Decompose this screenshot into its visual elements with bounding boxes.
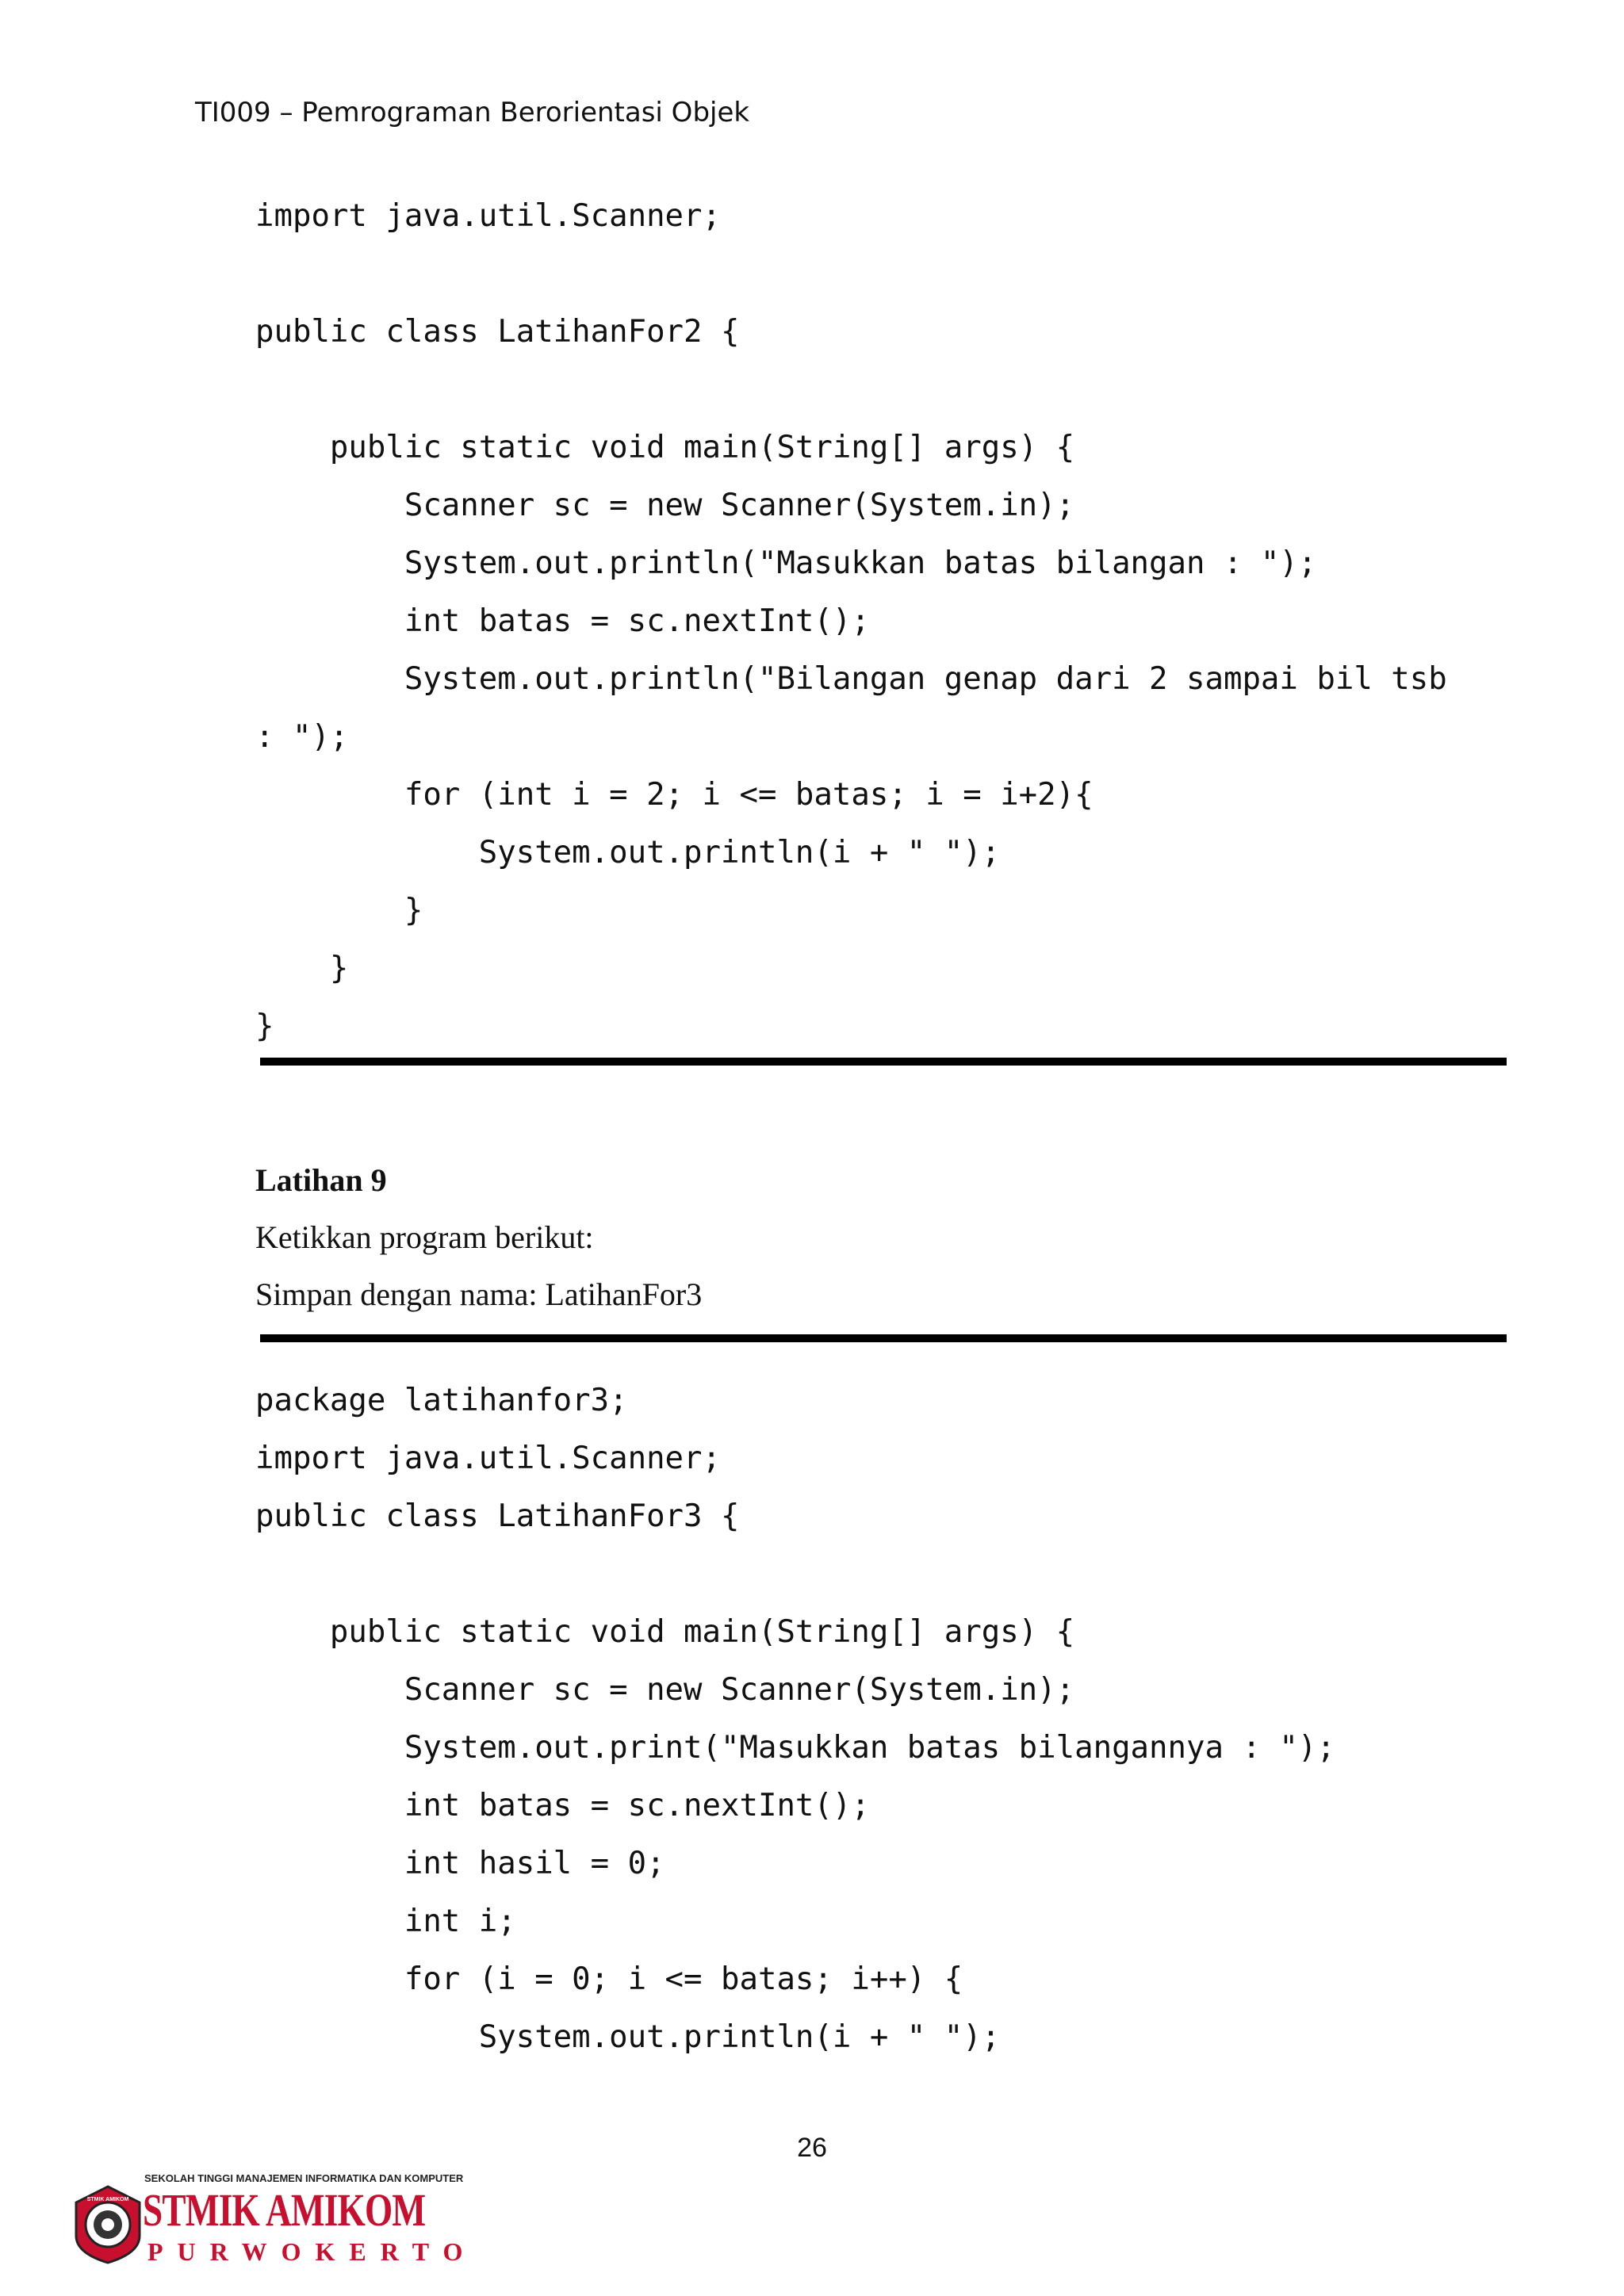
exercise-save-as: Simpan dengan nama: LatihanFor3 (255, 1276, 703, 1312)
exercise-title: Latihan 9 (255, 1162, 387, 1198)
logo-name: STMIK AMIKOM (143, 2184, 426, 2236)
logo-tagline: SEKOLAH TINGGI MANAJEMEN INFORMATIKA DAN KOMPUTER (144, 2172, 464, 2184)
institution-logo (71, 2172, 477, 2275)
page-header-title: TI009 – Pemrograman Berorientasi Objek (195, 97, 750, 128)
logo-city: PURWOKERTO (147, 2237, 477, 2266)
exercise-section (255, 1152, 702, 1323)
code-listing-latihanfor3: package latihanfor3; import java.util.Scanner; public class LatihanFor3 { public static void main(String[] args) { Scanner sc = new Scanner(System.in); System.out.print("Masukkan batas bilangannya : "); int batas = sc.nextInt(); int hasil = 0; int i; for (i = 0; i <= batas; i++) { System.out.println(i + " "); (255, 1383, 1335, 2055)
emblem-icon (71, 2183, 144, 2266)
exercise-instruction: Ketikkan program berikut: (255, 1219, 594, 1255)
page-number: 26 (797, 2133, 827, 2163)
section-divider (260, 1058, 1507, 1066)
code-listing-latihanfor2: import java.util.Scanner; public class LatihanFor2 { public static void main(String[] args) { Scanner sc = new Scanner(System.in); System.out.println("Masukkan batas bilangan : "); int batas = sc.nextInt(); System.out.println("Bilangan genap dari 2 sampai bil tsb : "); for (int i = 2; i <= batas; i = i+2){ System.out.println(i + " "); } } } (255, 198, 1447, 1044)
code-divider (260, 1334, 1507, 1342)
emblem-text: STMIK AMIKOM (86, 2197, 129, 2202)
